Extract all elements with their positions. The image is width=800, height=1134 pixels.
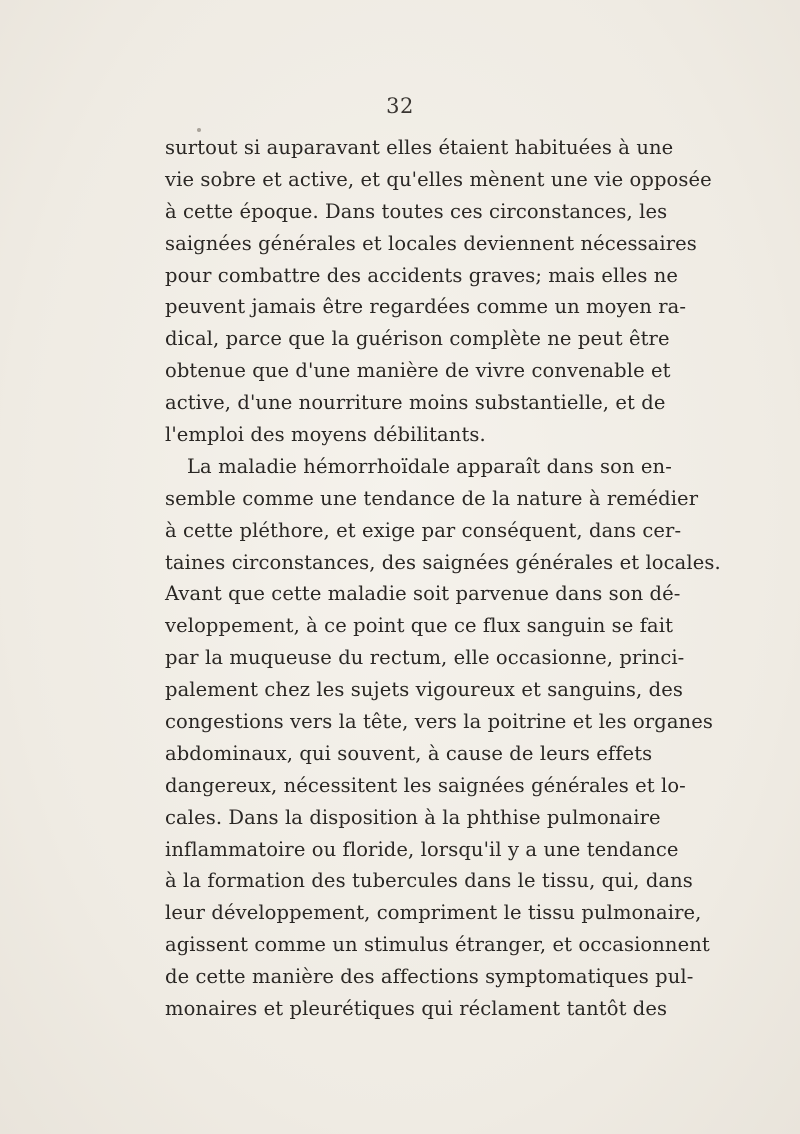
text-line: pour combattre des accidents graves; mais elles ne [165, 263, 679, 287]
text-line: abdominaux, qui souvent, à cause de leurs effets [165, 741, 653, 765]
text-line: surtout si auparavant elles étaient habituées à une [165, 136, 674, 159]
text-line: inflammatoire ou floride, lorsqu'il y a une tendance [165, 837, 679, 861]
text-line: congestions vers la tête, vers la poitrine et les organes [165, 710, 713, 734]
text-line: taines circonstances, des saignées générales et locales. [165, 550, 721, 574]
page-number: 32 [386, 94, 414, 118]
text-line: semble comme une tendance de la nature à remédier [165, 486, 699, 510]
text-line: dangereux, nécessitent les saignées générales et lo- [165, 773, 686, 797]
text-line: par la muqueuse du rectum, elle occasionne, princi- [165, 646, 685, 670]
text-line: vie sobre et active, et qu'elles mènent une vie opposée [165, 167, 712, 191]
text-line-paragraph-end: l'emploi des moyens débilitants. [165, 423, 486, 447]
text-line: Avant que cette maladie soit parvenue dans son dé- [165, 582, 681, 606]
text-line: palement chez les sujets vigoureux et sanguins, des [165, 678, 683, 702]
text-line: dical, parce que la guérison complète ne peut être [165, 327, 670, 351]
text-line: saignées générales et locales deviennent nécessaires [165, 231, 697, 255]
text-line: de cette manière des affections symptomatiques pul- [165, 965, 694, 989]
text-line: à cette pléthore, et exige par conséquent, dans cer- [165, 518, 682, 542]
body-text [165, 132, 721, 1025]
text-line: obtenue que d'une manière de vivre convenable et [165, 359, 671, 383]
text-line: à la formation des tubercules dans le tissu, qui, dans [165, 869, 693, 893]
text-line: peuvent jamais être regardées comme un moyen ra- [165, 295, 687, 319]
text-line: leur développement, compriment le tissu pulmonaire, [165, 901, 702, 925]
text-line-paragraph-start: La maladie hémorrhoïdale apparaît dans son en- [187, 454, 672, 478]
text-line: active, d'une nourriture moins substantielle, et de [165, 391, 666, 415]
text-line: monaires et pleurétiques qui réclament tantôt des [165, 997, 668, 1021]
text-line: agissent comme un stimulus étranger, et occasionnent [165, 933, 710, 957]
text-line: cales. Dans la disposition à la phthise pulmonaire [165, 805, 661, 829]
text-line: à cette époque. Dans toutes ces circonstances, les [165, 199, 668, 223]
text-line: veloppement, à ce point que ce flux sanguin se fait [165, 614, 674, 638]
